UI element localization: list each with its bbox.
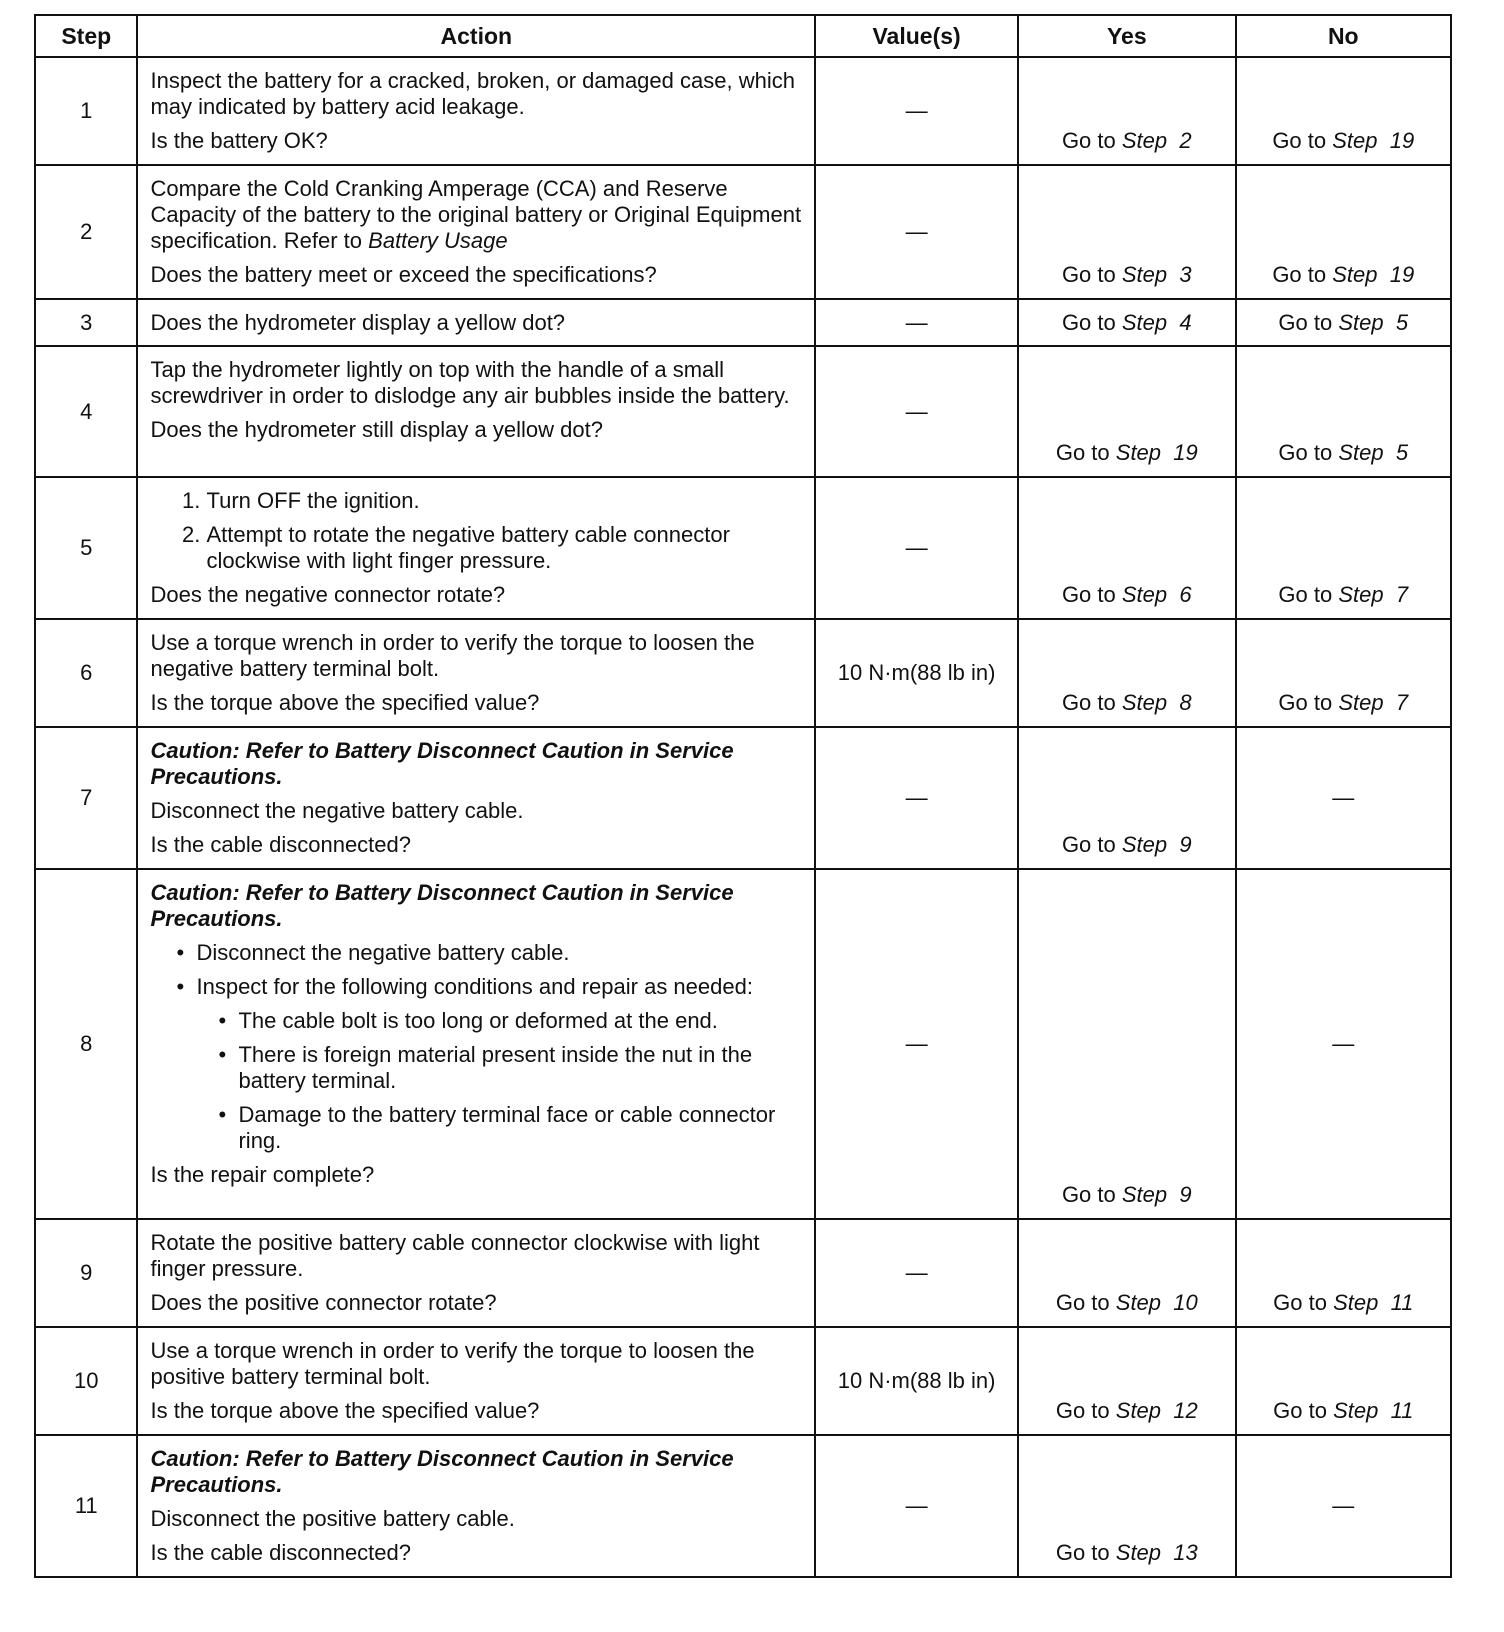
action-cell [137,1219,815,1327]
table-row [35,1435,1451,1577]
reference-link[interactable]: Battery Usage [368,228,508,253]
action-text: Tap the hydrometer lightly on top with the handle of a small screwdriver in order to dislodge any air bubbles inside the battery. [150,357,790,408]
no-cell [1236,346,1451,477]
action-question: Does the negative connector rotate? [150,582,506,607]
action-text: Disconnect the positive battery cable. [150,1506,515,1531]
yes-cell [1018,1435,1236,1577]
yes-cell [1018,1327,1236,1435]
action-text: Disconnect the negative battery cable. [150,798,524,823]
value-cell: — [815,727,1018,869]
no-cell [1236,1327,1451,1435]
caution-note: Caution: Refer to Battery Disconnect Caution in Service Precautions. [150,880,734,931]
go-to-link[interactable]: Go to Step 9 [1061,1182,1192,1207]
action-question: Does the positive connector rotate? [150,1290,497,1315]
step-number: 9 [35,1219,137,1327]
header-step: Step [35,15,137,57]
table-row [35,869,1451,1219]
go-to-link[interactable]: Go to Step 3 [1061,262,1192,287]
step-number: 5 [35,477,137,619]
yes-cell [1018,346,1236,477]
go-to-link[interactable]: Go to Step 7 [1278,690,1409,715]
go-to-link[interactable]: Go to Step 2 [1061,128,1192,153]
bullet-list [150,940,804,1154]
go-to-link[interactable]: Go to Step 4 [1061,309,1192,335]
go-to-link[interactable]: Go to Step 19 [1272,262,1415,287]
table-row [35,299,1451,346]
caution-note: Caution: Refer to Battery Disconnect Caution in Service Precautions. [150,1446,734,1497]
table-row [35,57,1451,165]
action-question: Is the torque above the specified value? [150,690,540,715]
table-row [35,477,1451,619]
numbered-list [150,488,804,574]
list-item: • Disconnect the negative battery cable. [196,940,804,966]
table-row [35,1219,1451,1327]
go-to-link[interactable]: Go to Step 19 [1055,440,1198,465]
action-question: Is the cable disconnected? [150,1540,411,1565]
step-number: 1 [35,57,137,165]
go-to-link[interactable]: Go to Step 5 [1278,309,1409,335]
header-yes: Yes [1018,15,1236,57]
value-cell: — [815,165,1018,299]
action-cell [137,477,815,619]
value-cell: 10 N·m(88 lb in) [815,1327,1018,1435]
table-row [35,619,1451,727]
step-number: 10 [35,1327,137,1435]
sub-bullet-list [196,1008,804,1154]
yes-cell [1018,727,1236,869]
step-number: 4 [35,346,137,477]
yes-cell [1018,165,1236,299]
action-question: Does the battery meet or exceed the specifications? [150,262,657,287]
action-question: Is the torque above the specified value? [150,1398,540,1423]
step-number: 8 [35,869,137,1219]
step-number: 3 [35,299,137,346]
list-item: 1. Turn OFF the ignition. [206,488,804,514]
action-cell [137,57,815,165]
action-cell [137,1435,815,1577]
value-cell: — [815,869,1018,1219]
go-to-link[interactable]: Go to Step 11 [1273,1398,1414,1423]
no-cell [1236,299,1451,346]
no-cell [1236,477,1451,619]
no-cell [1236,1219,1451,1327]
go-to-link[interactable]: Go to Step 9 [1061,832,1192,857]
go-to-link[interactable]: Go to Step 5 [1278,440,1409,465]
go-to-link[interactable]: Go to Step 10 [1055,1290,1198,1315]
step-number: 2 [35,165,137,299]
value-cell: — [815,477,1018,619]
yes-cell [1018,619,1236,727]
step-number: 7 [35,727,137,869]
table-row [35,165,1451,299]
no-cell [1236,57,1451,165]
action-question: Does the hydrometer display a yellow dot? [150,309,566,335]
go-to-link[interactable]: Go to Step 12 [1055,1398,1198,1423]
header-row [35,15,1451,57]
caution-note: Caution: Refer to Battery Disconnect Caution in Service Precautions. [150,738,734,789]
header-action: Action [137,15,815,57]
yes-cell [1018,57,1236,165]
list-item: • Inspect for the following conditions and repair as needed: • The cable bolt is too long or deformed at the end. • There is foreign material present inside the nut in the battery terminal. • Damage to the battery terminal face or cable connector ring. [196,974,804,1154]
list-item: 2. Attempt to rotate the negative battery cable connector clockwise with light finger pressure. [206,522,804,574]
step-number: 6 [35,619,137,727]
table-row [35,727,1451,869]
go-to-link[interactable]: Go to Step 6 [1061,582,1192,607]
table-row [35,346,1451,477]
no-cell [1236,619,1451,727]
yes-cell [1018,299,1236,346]
no-cell: — [1236,869,1451,1219]
action-cell [137,727,815,869]
action-text: Compare the Cold Cranking Amperage (CCA) and Reserve Capacity of the battery to the original battery or Original Equipment specification. Refer to Battery Usage [150,176,802,253]
value-cell: — [815,57,1018,165]
value-cell: — [815,1435,1018,1577]
yes-cell [1018,1219,1236,1327]
go-to-link[interactable]: Go to Step 7 [1278,582,1409,607]
action-cell [137,165,815,299]
value-cell: — [815,346,1018,477]
action-cell [137,1327,815,1435]
action-question: Is the repair complete? [150,1162,375,1187]
yes-cell [1018,477,1236,619]
action-text: Use a torque wrench in order to verify the torque to loosen the negative battery terminal bolt. [150,630,755,681]
action-text: Use a torque wrench in order to verify the torque to loosen the positive battery terminal bolt. [150,1338,755,1389]
list-item: • Damage to the battery terminal face or cable connector ring. [238,1102,804,1154]
no-cell [1236,165,1451,299]
step-number: 11 [35,1435,137,1577]
no-cell: — [1236,727,1451,869]
no-cell: — [1236,1435,1451,1577]
go-to-link[interactable]: Go to Step 11 [1273,1290,1414,1315]
go-to-link[interactable]: Go to Step 8 [1061,690,1192,715]
value-cell: 10 N·m(88 lb in) [815,619,1018,727]
diagnostic-table [34,14,1452,1578]
list-item: • There is foreign material present inside the nut in the battery terminal. [238,1042,804,1094]
action-cell [137,346,815,477]
header-no: No [1236,15,1451,57]
action-text: Rotate the positive battery cable connector clockwise with light finger pressure. [150,1230,760,1281]
action-question: Does the hydrometer still display a yellow dot? [150,417,603,442]
action-question: Is the battery OK? [150,128,328,153]
action-text: Inspect the battery for a cracked, broken, or damaged case, which may indicated by battery acid leakage. [150,68,795,119]
go-to-link[interactable]: Go to Step 19 [1272,128,1415,153]
action-cell [137,869,815,1219]
action-cell [137,299,815,346]
header-values: Value(s) [815,15,1018,57]
action-cell [137,619,815,727]
value-cell: — [815,1219,1018,1327]
value-cell: — [815,299,1018,346]
go-to-link[interactable]: Go to Step 13 [1055,1540,1198,1565]
action-question: Is the cable disconnected? [150,832,411,857]
list-item: • The cable bolt is too long or deformed at the end. [238,1008,804,1034]
diagnostic-table-document [34,14,1452,1578]
yes-cell [1018,869,1236,1219]
table-row [35,1327,1451,1435]
